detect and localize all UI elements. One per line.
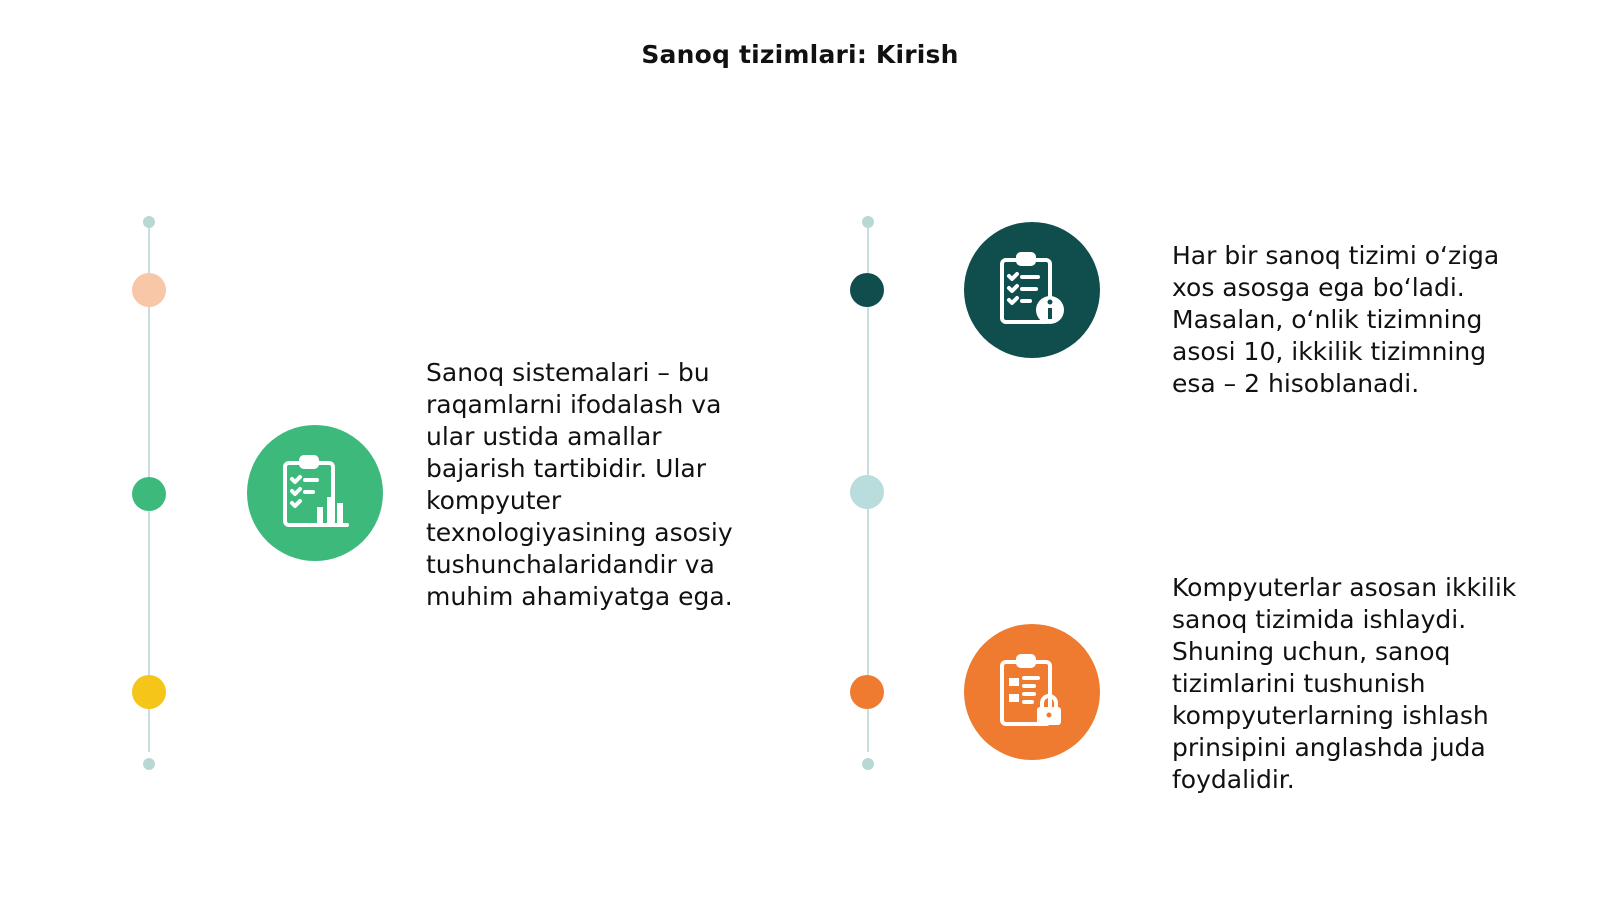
page-title: Sanoq tizimlari: Kirish (641, 40, 959, 69)
clipboard-chart-icon-circle (247, 425, 383, 561)
clipboard-lock-icon (990, 650, 1074, 734)
clipboard-info-icon (990, 248, 1074, 332)
right-timeline-dot-light-teal (850, 475, 884, 509)
left-timeline-dot-peach (132, 273, 166, 307)
item-text-2: Har bir sanoq tizimi oʻziga xos asosga ega boʻladi. Masalan, oʻnlik tizimning asosi 10, ikkilik tizimning esa – 2 hisoblanadi. (1172, 241, 1500, 398)
clipboard-chart-icon (273, 451, 357, 535)
right-timeline-dot-teal (850, 273, 884, 307)
clipboard-info-icon-circle (964, 222, 1100, 358)
right-timeline-top-cap (862, 216, 874, 228)
right-timeline-dot-orange (850, 675, 884, 709)
clipboard-lock-icon-circle (964, 624, 1100, 760)
right-timeline-bottom-cap (862, 758, 874, 770)
item-text-3: Kompyuterlar asosan ikkilik sanoq tizimida ishlaydi. Shuning uchun, sanoq tizimlarini tushunish kompyuterlarning ishlash prinsipini anglashda juda foydalidir. (1172, 573, 1517, 794)
left-timeline-dot-yellow (132, 675, 166, 709)
left-timeline-top-cap (143, 216, 155, 228)
left-timeline-bottom-cap (143, 758, 155, 770)
item-text-1: Sanoq sistemalari – bu raqamlarni ifodalash va ular ustida amallar bajarish tartibidir. Ular kompyuter texnologiyasining asosiy tushunchalaridandir va muhim ahamiyatga ega. (426, 358, 733, 611)
left-timeline-dot-green (132, 477, 166, 511)
